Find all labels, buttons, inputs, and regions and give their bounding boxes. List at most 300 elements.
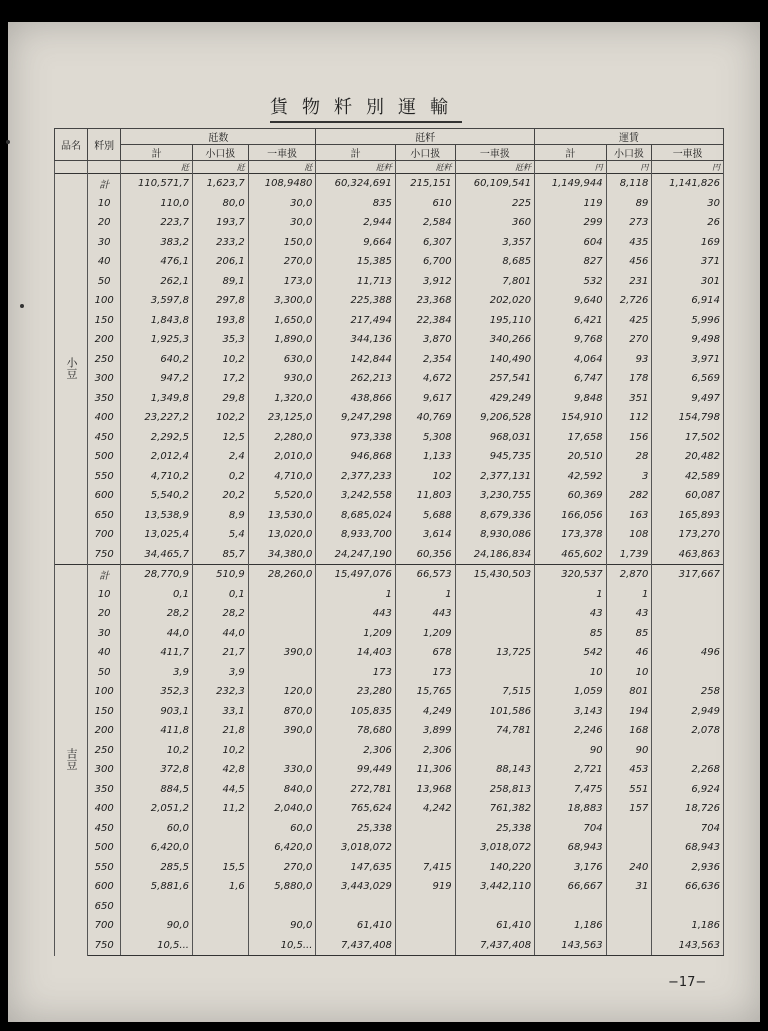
- hole-mark: [20, 304, 24, 308]
- value-cell: 40,769: [395, 408, 455, 428]
- km-cell: 450: [88, 819, 121, 839]
- value-cell: 8,685: [455, 252, 534, 272]
- value-cell: 232,3: [192, 682, 248, 702]
- value-cell: 2,051,2: [121, 799, 193, 819]
- value-cell: [192, 897, 248, 917]
- value-cell: 2,721: [535, 760, 607, 780]
- value-cell: 147,635: [316, 858, 395, 878]
- value-cell: 1,650,0: [248, 311, 316, 331]
- value-cell: 15,430,503: [455, 565, 534, 585]
- value-cell: 90,0: [121, 916, 193, 936]
- value-cell: 262,213: [316, 369, 395, 389]
- table-row: [55, 213, 724, 233]
- km-cell: 30: [88, 624, 121, 644]
- table-row: [55, 233, 724, 253]
- value-cell: [121, 897, 193, 917]
- header-sub-carload: 一車扱: [248, 145, 316, 161]
- value-cell: 165,893: [652, 506, 724, 526]
- value-cell: 143,563: [652, 936, 724, 956]
- value-cell: 5,881,6: [121, 877, 193, 897]
- value-cell: 11,713: [316, 272, 395, 292]
- value-cell: 835: [316, 194, 395, 214]
- value-cell: 1,149,944: [535, 174, 607, 194]
- value-cell: 3,597,8: [121, 291, 193, 311]
- value-cell: 262,1: [121, 272, 193, 292]
- value-cell: 317,667: [652, 565, 724, 585]
- km-cell: 200: [88, 721, 121, 741]
- value-cell: 3,357: [455, 233, 534, 253]
- value-cell: 945,735: [455, 447, 534, 467]
- value-cell: 6,924: [652, 780, 724, 800]
- value-cell: 1,186: [535, 916, 607, 936]
- value-cell: 3,442,110: [455, 877, 534, 897]
- value-cell: 2,354: [395, 350, 455, 370]
- value-cell: 6,914: [652, 291, 724, 311]
- value-cell: 108,9480: [248, 174, 316, 194]
- table-row: [55, 819, 724, 839]
- value-cell: [606, 897, 652, 917]
- value-cell: 233,2: [192, 233, 248, 253]
- value-cell: 1,349,8: [121, 389, 193, 409]
- value-cell: [606, 819, 652, 839]
- value-cell: 383,2: [121, 233, 193, 253]
- value-cell: 10: [535, 663, 607, 683]
- value-cell: 178: [606, 369, 652, 389]
- value-cell: 10,2: [192, 741, 248, 761]
- value-cell: 8,118: [606, 174, 652, 194]
- value-cell: 23,280: [316, 682, 395, 702]
- table-row: [55, 936, 724, 956]
- value-cell: 11,803: [395, 486, 455, 506]
- page-title: 貨物粁別運輸: [270, 93, 462, 123]
- value-cell: 8,679,336: [455, 506, 534, 526]
- value-cell: 150,0: [248, 233, 316, 253]
- value-cell: 85: [606, 624, 652, 644]
- value-cell: 3,971: [652, 350, 724, 370]
- km-cell: 550: [88, 467, 121, 487]
- value-cell: 372,8: [121, 760, 193, 780]
- table-row: [55, 525, 724, 545]
- value-cell: 26: [652, 213, 724, 233]
- value-cell: 5,520,0: [248, 486, 316, 506]
- value-cell: [652, 604, 724, 624]
- km-cell: 350: [88, 780, 121, 800]
- value-cell: 1,739: [606, 545, 652, 565]
- value-cell: 34,380,0: [248, 545, 316, 565]
- km-cell: 100: [88, 682, 121, 702]
- value-cell: [652, 624, 724, 644]
- table-row: [55, 467, 724, 487]
- header-sub-total: 計: [316, 145, 395, 161]
- value-cell: 299: [535, 213, 607, 233]
- value-cell: 919: [395, 877, 455, 897]
- unit-label: 瓩粁: [316, 161, 395, 174]
- unit-label: 瓩粁: [395, 161, 455, 174]
- value-cell: 44,0: [192, 624, 248, 644]
- value-cell: 2,012,4: [121, 447, 193, 467]
- page-number: −17−: [668, 975, 707, 990]
- value-cell: [455, 604, 534, 624]
- table-row: [55, 760, 724, 780]
- value-cell: 973,338: [316, 428, 395, 448]
- value-cell: 17,2: [192, 369, 248, 389]
- value-cell: 120,0: [248, 682, 316, 702]
- value-cell: 7,437,408: [316, 936, 395, 956]
- value-cell: 101,586: [455, 702, 534, 722]
- value-cell: 3,242,558: [316, 486, 395, 506]
- value-cell: 173: [316, 663, 395, 683]
- value-cell: 12,5: [192, 428, 248, 448]
- value-cell: 765,624: [316, 799, 395, 819]
- value-cell: 61,410: [316, 916, 395, 936]
- value-cell: 30,0: [248, 213, 316, 233]
- value-cell: 360: [455, 213, 534, 233]
- value-cell: 89: [606, 194, 652, 214]
- header-sub-small: 小口扱: [192, 145, 248, 161]
- value-cell: 74,781: [455, 721, 534, 741]
- value-cell: 930,0: [248, 369, 316, 389]
- value-cell: 4,710,2: [121, 467, 193, 487]
- value-cell: [248, 624, 316, 644]
- value-cell: [395, 838, 455, 858]
- value-cell: 30: [652, 194, 724, 214]
- value-cell: 18,726: [652, 799, 724, 819]
- table-row: [55, 916, 724, 936]
- table-row: [55, 702, 724, 722]
- value-cell: 231: [606, 272, 652, 292]
- table-row: [55, 408, 724, 428]
- value-cell: 23,368: [395, 291, 455, 311]
- km-cell: 650: [88, 506, 121, 526]
- value-cell: 193,7: [192, 213, 248, 233]
- value-cell: 411,7: [121, 643, 193, 663]
- value-cell: 257,541: [455, 369, 534, 389]
- value-cell: [316, 897, 395, 917]
- km-cell: 400: [88, 408, 121, 428]
- value-cell: 6,420,0: [248, 838, 316, 858]
- table-row: [55, 194, 724, 214]
- value-cell: 78,680: [316, 721, 395, 741]
- value-cell: [248, 604, 316, 624]
- value-cell: 42,589: [652, 467, 724, 487]
- value-cell: 13,725: [455, 643, 534, 663]
- value-cell: 2,010,0: [248, 447, 316, 467]
- value-cell: 3,899: [395, 721, 455, 741]
- km-cell: 200: [88, 330, 121, 350]
- value-cell: 1,925,3: [121, 330, 193, 350]
- table-row: [55, 506, 724, 526]
- value-cell: 90: [535, 741, 607, 761]
- value-cell: 173: [395, 663, 455, 683]
- value-cell: 13,538,9: [121, 506, 193, 526]
- table-row: [55, 877, 724, 897]
- value-cell: 3,143: [535, 702, 607, 722]
- value-cell: 2,870: [606, 565, 652, 585]
- value-cell: 903,1: [121, 702, 193, 722]
- value-cell: 827: [535, 252, 607, 272]
- km-cell: 650: [88, 897, 121, 917]
- value-cell: 6,700: [395, 252, 455, 272]
- product-label: 小豆: [65, 356, 78, 379]
- value-cell: 5,308: [395, 428, 455, 448]
- value-cell: 166,056: [535, 506, 607, 526]
- table-row: [55, 780, 724, 800]
- value-cell: 13,025,4: [121, 525, 193, 545]
- value-cell: [395, 897, 455, 917]
- value-cell: 429,249: [455, 389, 534, 409]
- value-cell: 551: [606, 780, 652, 800]
- value-cell: 66,636: [652, 877, 724, 897]
- value-cell: 297,8: [192, 291, 248, 311]
- km-cell: 300: [88, 760, 121, 780]
- value-cell: 273: [606, 213, 652, 233]
- value-cell: 14,403: [316, 643, 395, 663]
- value-cell: 3,018,072: [455, 838, 534, 858]
- value-cell: 10,5...: [121, 936, 193, 956]
- value-cell: 28,260,0: [248, 565, 316, 585]
- value-cell: [455, 741, 534, 761]
- value-cell: 1,6: [192, 877, 248, 897]
- value-cell: 24,186,834: [455, 545, 534, 565]
- value-cell: 66,667: [535, 877, 607, 897]
- value-cell: 173,0: [248, 272, 316, 292]
- value-cell: 10,5...: [248, 936, 316, 956]
- value-cell: [606, 838, 652, 858]
- value-cell: 3,230,755: [455, 486, 534, 506]
- value-cell: 8,930,086: [455, 525, 534, 545]
- value-cell: 630,0: [248, 350, 316, 370]
- value-cell: 1,133: [395, 447, 455, 467]
- km-cell: 計: [88, 174, 121, 194]
- value-cell: [248, 741, 316, 761]
- table-row: [55, 663, 724, 683]
- value-cell: 542: [535, 643, 607, 663]
- value-cell: 2,726: [606, 291, 652, 311]
- value-cell: 217,494: [316, 311, 395, 331]
- value-cell: 80,0: [192, 194, 248, 214]
- value-cell: 3,018,072: [316, 838, 395, 858]
- value-cell: 43: [535, 604, 607, 624]
- header-sub-total: 計: [121, 145, 193, 161]
- value-cell: 28,2: [192, 604, 248, 624]
- km-cell: 150: [88, 311, 121, 331]
- value-cell: 282: [606, 486, 652, 506]
- value-cell: 25,338: [316, 819, 395, 839]
- km-cell: 250: [88, 350, 121, 370]
- value-cell: 23,227,2: [121, 408, 193, 428]
- value-cell: [248, 897, 316, 917]
- value-cell: 13,968: [395, 780, 455, 800]
- unit-label: 円: [652, 161, 724, 174]
- value-cell: 3,9: [121, 663, 193, 683]
- value-cell: 3,912: [395, 272, 455, 292]
- km-cell: 30: [88, 233, 121, 253]
- value-cell: 225: [455, 194, 534, 214]
- value-cell: 142,844: [316, 350, 395, 370]
- value-cell: 425: [606, 311, 652, 331]
- header-group-freight: 運賃: [535, 129, 724, 145]
- value-cell: 119: [535, 194, 607, 214]
- header-product: 品名: [55, 129, 88, 161]
- value-cell: [455, 663, 534, 683]
- value-cell: 15,5: [192, 858, 248, 878]
- value-cell: 88,143: [455, 760, 534, 780]
- value-cell: 6,747: [535, 369, 607, 389]
- value-cell: 68,943: [535, 838, 607, 858]
- value-cell: 60,369: [535, 486, 607, 506]
- value-cell: 610: [395, 194, 455, 214]
- value-cell: 2,4: [192, 447, 248, 467]
- value-cell: 443: [316, 604, 395, 624]
- product-name: [55, 565, 88, 956]
- value-cell: 496: [652, 643, 724, 663]
- table-row: [55, 447, 724, 467]
- value-cell: 42,8: [192, 760, 248, 780]
- value-cell: 15,765: [395, 682, 455, 702]
- value-cell: 112: [606, 408, 652, 428]
- value-cell: 3,614: [395, 525, 455, 545]
- value-cell: 225,388: [316, 291, 395, 311]
- table-row: [55, 252, 724, 272]
- value-cell: [192, 838, 248, 858]
- km-cell: 350: [88, 389, 121, 409]
- value-cell: 23,125,0: [248, 408, 316, 428]
- km-cell: 450: [88, 428, 121, 448]
- value-cell: 105,835: [316, 702, 395, 722]
- value-cell: 215,151: [395, 174, 455, 194]
- value-cell: [395, 916, 455, 936]
- value-cell: 2,944: [316, 213, 395, 233]
- value-cell: 31: [606, 877, 652, 897]
- value-cell: 33,1: [192, 702, 248, 722]
- value-cell: 7,437,408: [455, 936, 534, 956]
- value-cell: 1: [316, 585, 395, 605]
- value-cell: 2,377,233: [316, 467, 395, 487]
- value-cell: 99,449: [316, 760, 395, 780]
- value-cell: 6,421: [535, 311, 607, 331]
- table-row: [55, 272, 724, 292]
- value-cell: 4,064: [535, 350, 607, 370]
- value-cell: 604: [535, 233, 607, 253]
- value-cell: 30,0: [248, 194, 316, 214]
- value-cell: [395, 936, 455, 956]
- value-cell: 89,1: [192, 272, 248, 292]
- table-row: [55, 799, 724, 819]
- value-cell: 85: [535, 624, 607, 644]
- value-cell: 7,515: [455, 682, 534, 702]
- value-cell: 9,768: [535, 330, 607, 350]
- value-cell: 154,798: [652, 408, 724, 428]
- value-cell: [248, 663, 316, 683]
- value-cell: 11,306: [395, 760, 455, 780]
- header-sub-carload: 一車扱: [455, 145, 534, 161]
- value-cell: 68,943: [652, 838, 724, 858]
- value-cell: [192, 936, 248, 956]
- value-cell: 3,443,029: [316, 877, 395, 897]
- value-cell: [395, 819, 455, 839]
- value-cell: 173,378: [535, 525, 607, 545]
- km-cell: 250: [88, 741, 121, 761]
- value-cell: 9,498: [652, 330, 724, 350]
- value-cell: 2,280,0: [248, 428, 316, 448]
- value-cell: 15,385: [316, 252, 395, 272]
- value-cell: 704: [652, 819, 724, 839]
- value-cell: [455, 585, 534, 605]
- value-cell: 390,0: [248, 643, 316, 663]
- header-sub-small: 小口扱: [606, 145, 652, 161]
- value-cell: 35,3: [192, 330, 248, 350]
- value-cell: 465,602: [535, 545, 607, 565]
- value-cell: 0,1: [121, 585, 193, 605]
- table-row: [55, 311, 724, 331]
- unit-label: 瓩: [248, 161, 316, 174]
- km-cell: 300: [88, 369, 121, 389]
- value-cell: 1,843,8: [121, 311, 193, 331]
- value-cell: 1: [606, 585, 652, 605]
- value-cell: 9,640: [535, 291, 607, 311]
- value-cell: 10: [606, 663, 652, 683]
- value-cell: 3,9: [192, 663, 248, 683]
- km-cell: 50: [88, 272, 121, 292]
- value-cell: 704: [535, 819, 607, 839]
- value-cell: 20,510: [535, 447, 607, 467]
- km-cell: 計: [88, 565, 121, 585]
- value-cell: 169: [652, 233, 724, 253]
- header-group-weight: 瓩数: [121, 129, 316, 145]
- value-cell: 5,996: [652, 311, 724, 331]
- table-row: [55, 741, 724, 761]
- value-cell: 510,9: [192, 565, 248, 585]
- table-row: [55, 486, 724, 506]
- value-cell: 110,571,7: [121, 174, 193, 194]
- value-cell: 206,1: [192, 252, 248, 272]
- value-cell: 2,949: [652, 702, 724, 722]
- value-cell: 435: [606, 233, 652, 253]
- value-cell: 320,537: [535, 565, 607, 585]
- value-cell: 453: [606, 760, 652, 780]
- unit-label: 瓩: [192, 161, 248, 174]
- value-cell: 258,813: [455, 780, 534, 800]
- value-cell: 17,658: [535, 428, 607, 448]
- table-row: [55, 858, 724, 878]
- value-cell: 66,573: [395, 565, 455, 585]
- value-cell: 1,890,0: [248, 330, 316, 350]
- value-cell: [652, 585, 724, 605]
- value-cell: [652, 741, 724, 761]
- value-cell: 2,040,0: [248, 799, 316, 819]
- value-cell: 28,770,9: [121, 565, 193, 585]
- value-cell: 443: [395, 604, 455, 624]
- value-cell: 7,475: [535, 780, 607, 800]
- value-cell: 163: [606, 506, 652, 526]
- value-cell: 10,2: [121, 741, 193, 761]
- header-sub-carload: 一車扱: [652, 145, 724, 161]
- value-cell: 301: [652, 272, 724, 292]
- value-cell: 5,540,2: [121, 486, 193, 506]
- value-cell: [606, 916, 652, 936]
- value-cell: 2,292,5: [121, 428, 193, 448]
- value-cell: 456: [606, 252, 652, 272]
- value-cell: 840,0: [248, 780, 316, 800]
- value-cell: 21,7: [192, 643, 248, 663]
- value-cell: 18,883: [535, 799, 607, 819]
- value-cell: 1: [535, 585, 607, 605]
- value-cell: 108: [606, 525, 652, 545]
- table-row: [55, 682, 724, 702]
- value-cell: 223,7: [121, 213, 193, 233]
- value-cell: 2,078: [652, 721, 724, 741]
- value-cell: 8,933,700: [316, 525, 395, 545]
